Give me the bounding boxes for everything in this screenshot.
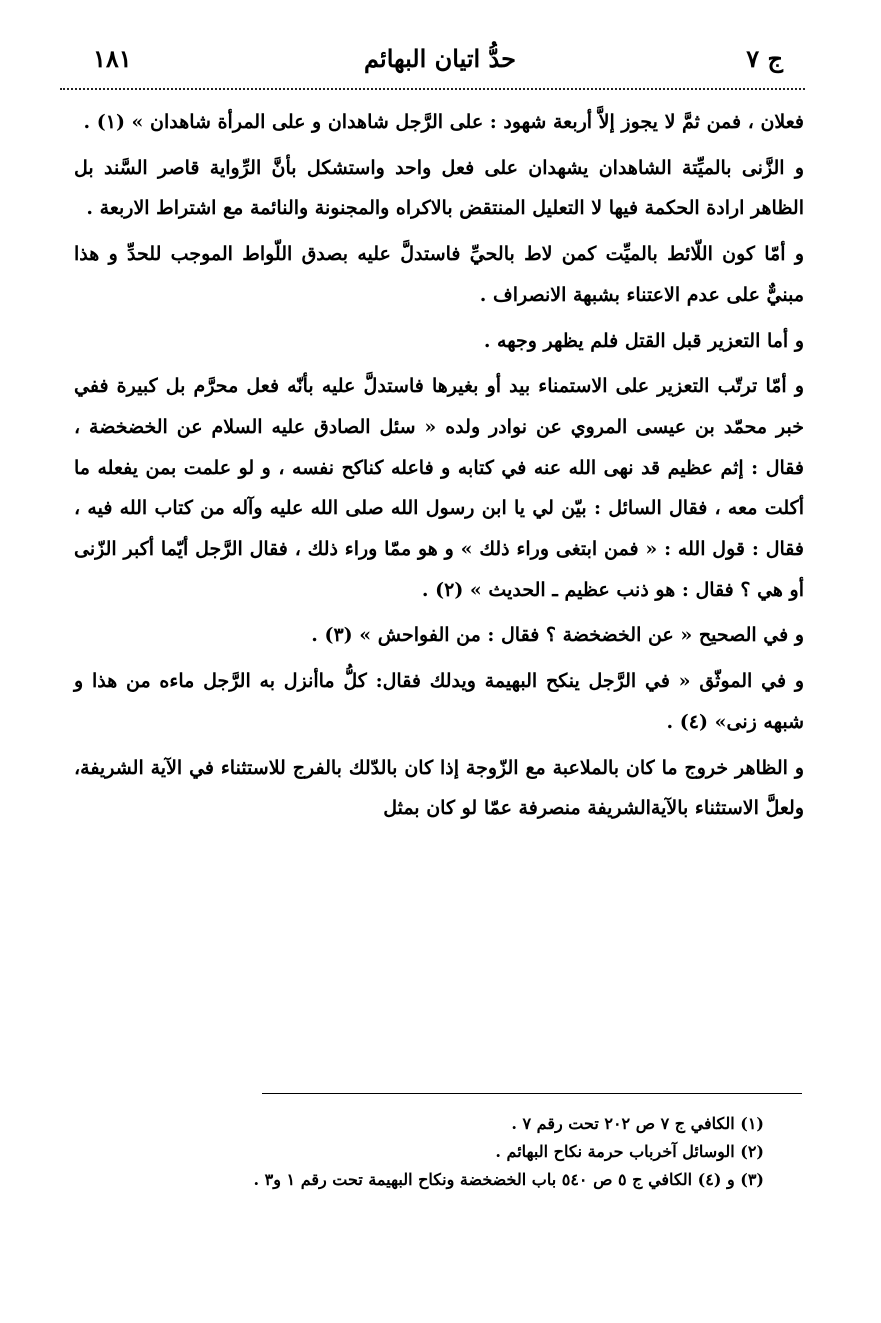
header-divider: [60, 88, 805, 90]
volume-label: ج ٧: [746, 44, 783, 73]
page-number: ١٨١: [93, 44, 132, 73]
body-text: [74, 102, 804, 834]
footnotes: [74, 1110, 764, 1194]
footnote: (١) الكافي ج ٧ ص ٢٠٢ تحت رقم ٧ .: [511, 1114, 764, 1133]
paragraph: فعلان ، فمن ثمَّ لا يجوز إلاَّ أربعة شهود : على الرَّجل شاهدان و على المرأة شاهدان » (١) .: [83, 111, 804, 133]
paragraph: و في الموثّق « في الرَّجل ينكح البهيمة ويدلك فقال: كلُّ ماأنزل به الرَّجل ماءه من هذا و شبهه زنى» (٤) .: [74, 670, 804, 733]
page-title: حدُّ اتيان البهائم: [364, 44, 516, 73]
paragraph: و أما التعزير قبل القتل فلم يظهر وجهه .: [483, 329, 804, 352]
paragraph: و أمّا كون اللّائط بالميِّت كمن لاط بالحيِّ فاستدلَّ عليه بصدق اللّواط الموجب للحدِّ و هذا مبنيٌّ على عدم الاعتناء بشبهة الانصراف .: [74, 243, 804, 306]
paragraph: و الزَّنى بالميِّتة الشاهدان يشهدان على فعل واحد واستشكل بأنَّ الرِّواية قاصر السَّند بل الظاهر ارادة الحكمة فيها لا التعليل المنتقض بالاكراه والمجنونة والنائمة مع اشتراط الاربعة .: [74, 156, 804, 220]
footnote: (٣) و (٤) الكافي ج ٥ ص ٥٤٠ باب الخضخضة ونكاح البهيمة تحت رقم ١ و٣ .: [253, 1170, 764, 1189]
footnote-divider: [262, 1093, 802, 1094]
paragraph: و الظاهر خروج ما كان بالملاعبة مع الزّوجة إذا كان بالدّلك بالفرج للاستثناء في الآية الشريفة، ولعلَّ الاستثناء بالآيةالشريفة منصرفة عمّا لو كان بمثل: [74, 756, 804, 820]
running-header: [85, 38, 795, 88]
paragraph: و في الصحيح « عن الخضخضة ؟ فقال : من الفواحش » (٣) .: [311, 624, 804, 647]
paragraph: و أمّا ترتّب التعزير على الاستمناء بيد أو بغيرها فاستدلَّ عليه بأنّه فعل محرَّم بل كبيرة ففي خبر محمّد بن عيسى المروي عن نوادر ولده « سئل الصادق عليه السلام عن الخضخضة ، فقال : إثم عظيم قد نهى الله عنه في كتابه و فاعله كناكح نفسه ، و لو علمت بمن يفعله ما أكلت معه ، فقال السائل : بيّن لي يا ابن رسول الله صلى الله عليه وآله من كتاب الله فيه ، فقال : قول الله : « فمن ابتغى وراء ذلك » و هو ممّا وراء ذلك ، فقال الرَّجل أيّما أكبر الزّنى أو هي ؟ فقال : هو ذنب عظيم ـ الحديث » (٢) .: [74, 375, 804, 601]
footnote: (٢) الوسائل آخرباب حرمة نكاح البهائم .: [495, 1142, 764, 1161]
